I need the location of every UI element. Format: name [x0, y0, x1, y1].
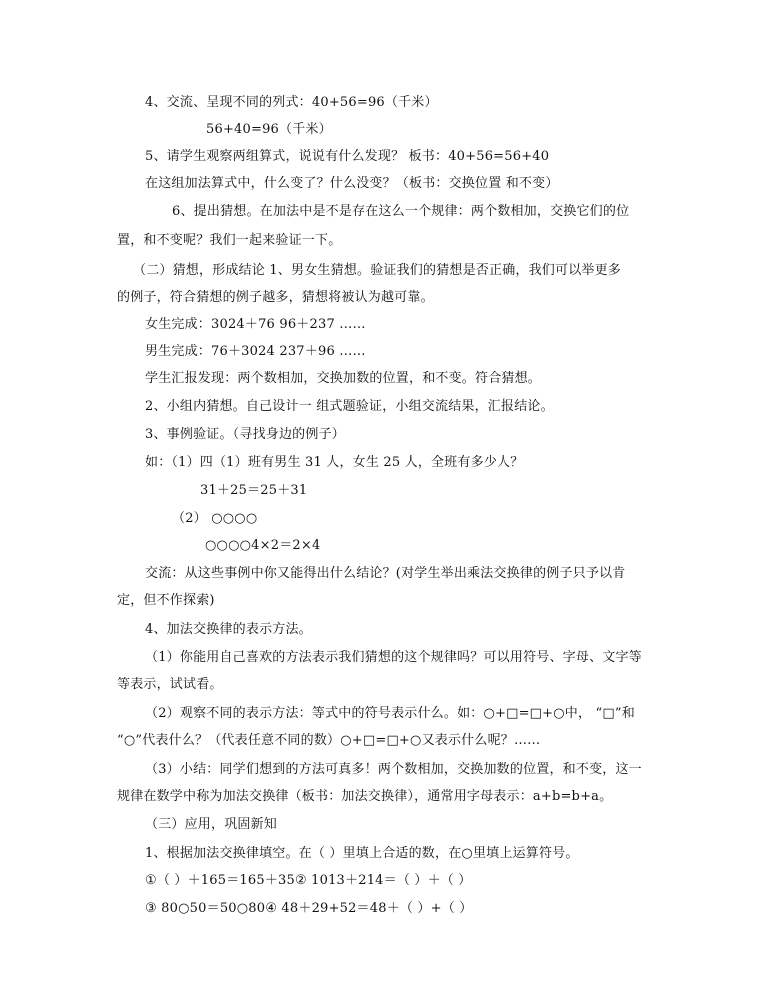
- text-line: ○○○○4×2＝2×4: [205, 538, 321, 553]
- text-line: 6、提出猜想。在加法中是不是存在这么一个规律：两个数相加，交换它们的位: [172, 204, 630, 219]
- text-line: 4、交流、呈现不同的列式：40+56=96（千米）: [145, 95, 438, 110]
- text-line: （2） ○○○○: [172, 511, 258, 526]
- text-line: 置，和不变呢？我们一起来验证一下。: [117, 233, 342, 248]
- text-line: （三）应用，巩固新知: [145, 817, 278, 832]
- text-line: （1）你能用自己喜欢的方法表示我们猜想的这个规律吗？可以用符号、字母、文字等: [145, 650, 642, 665]
- text-line: 定，但不作探索): [117, 593, 215, 608]
- text-line: ③ 80○50＝50○80④ 48＋29+52＝48＋（ ）+（ ）: [145, 901, 473, 916]
- text-line: 交流：从这些事例中你又能得出什么结论？(对学生举出乘法交换律的例子只予以肯: [145, 566, 626, 581]
- text-line: 女生完成：3024＋76 96＋237 ……: [145, 317, 366, 332]
- text-line: 如：（1）四（1）班有男生 31 人，女生 25 人，全班有多少人？: [145, 455, 524, 470]
- text-line: 2、小组内猜想。自己设计一 组式题验证，小组交流结果，汇报结论。: [145, 399, 554, 414]
- text-line: （2）观察不同的表示方法：等式中的符号表示什么。如：○+□=□+○中， “□”和: [145, 706, 635, 721]
- text-line: ①（ ）＋165＝165＋35② 1013＋214＝（ ）＋（ ）: [145, 873, 472, 888]
- text-line: 56+40=96（千米）: [206, 122, 332, 137]
- text-line: 学生汇报发现：两个数相加，交换加数的位置，和不变。符合猜想。: [145, 371, 542, 386]
- text-line: 1、根据加法交换律填空。在（ ）里填上合适的数，在○里填上运算符号。: [145, 846, 579, 861]
- text-line: （3）小结：同学们想到的方法可真多！两个数相加，交换加数的位置，和不变，这一: [145, 762, 642, 777]
- text-line: 等表示，试试看。: [117, 677, 223, 692]
- text-line: 的例子，符合猜想的例子越多，猜想将被认为越可靠。: [117, 290, 434, 305]
- text-line: 3、事例验证。（寻找身边的例子）: [145, 427, 345, 442]
- text-line: （二）猜想，形成结论 1、男女生猜想。验证我们的猜想是否正确，我们可以举更多: [133, 263, 622, 278]
- text-line: 男生完成：76＋3024 237＋96 ……: [145, 344, 366, 359]
- text-line: 在这组加法算式中，什么变了？什么没变？（板书：交换位置 和不变）: [145, 176, 559, 191]
- text-line: 5、请学生观察两组算式，说说有什么发现？ 板书：40+56=56+40: [145, 149, 550, 164]
- text-line: “○”代表什么？（代表任意不同的数）○+□=□+○又表示什么呢？……: [117, 733, 541, 748]
- text-line: 4、加法交换律的表示方法。: [145, 622, 312, 637]
- text-line: 31＋25＝25＋31: [200, 483, 308, 498]
- text-line: 规律在数学中称为加法交换律（板书：加法交换律），通常用字母表示：a+b=b+a。: [117, 789, 613, 804]
